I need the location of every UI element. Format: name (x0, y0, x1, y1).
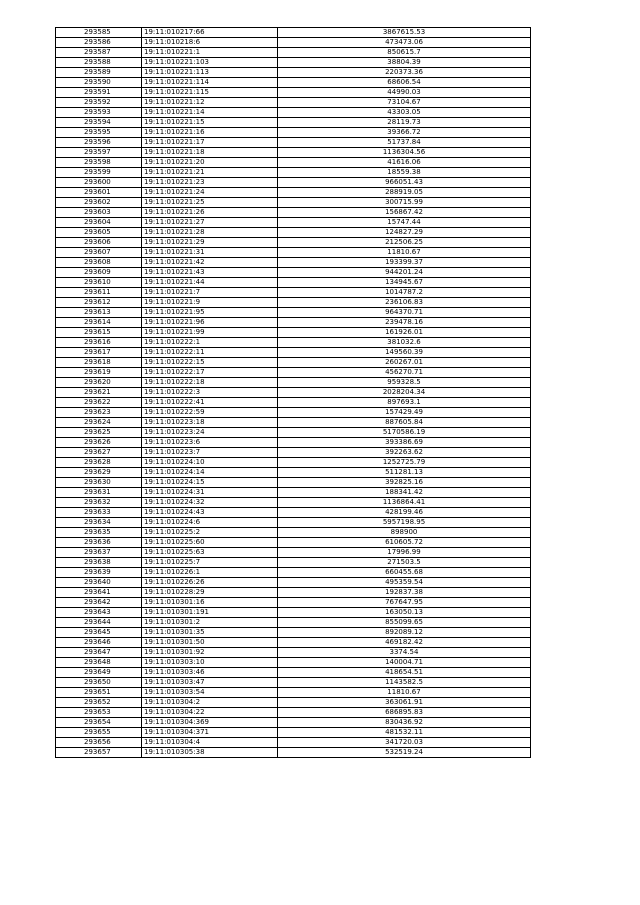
table-row (56, 318, 531, 328)
record-id-cell: 293634 (56, 518, 142, 528)
table-row (56, 598, 531, 608)
cadastral-number-cell: 19:11:010221:15 (142, 118, 278, 128)
amount-cell: 1143582.5 (278, 678, 531, 688)
record-id-cell: 293655 (56, 728, 142, 738)
table-row (56, 718, 531, 728)
amount-cell: 15747.44 (278, 218, 531, 228)
cadastral-number-cell: 19:11:010221:23 (142, 178, 278, 188)
table-row (56, 608, 531, 618)
cadastral-number-cell: 19:11:010221:17 (142, 138, 278, 148)
record-id-cell: 293586 (56, 38, 142, 48)
amount-cell: 18559.38 (278, 168, 531, 178)
table-row (56, 518, 531, 528)
record-id-cell: 293623 (56, 408, 142, 418)
amount-cell: 1136304.56 (278, 148, 531, 158)
cadastral-number-cell: 19:11:010222:1 (142, 338, 278, 348)
cadastral-number-cell: 19:11:010226:26 (142, 578, 278, 588)
amount-cell: 239478.16 (278, 318, 531, 328)
record-id-cell: 293648 (56, 658, 142, 668)
table-row (56, 288, 531, 298)
amount-cell: 660455.68 (278, 568, 531, 578)
amount-cell: 898900 (278, 528, 531, 538)
table-row (56, 458, 531, 468)
record-id-cell: 293647 (56, 648, 142, 658)
record-id-cell: 293611 (56, 288, 142, 298)
record-id-cell: 293599 (56, 168, 142, 178)
table-row (56, 68, 531, 78)
amount-cell: 481532.11 (278, 728, 531, 738)
cadastral-number-cell: 19:11:010221:18 (142, 148, 278, 158)
table-row (56, 688, 531, 698)
cadastral-number-cell: 19:11:010222:59 (142, 408, 278, 418)
record-id-cell: 293628 (56, 458, 142, 468)
table-row (56, 658, 531, 668)
cadastral-number-cell: 19:11:010221:99 (142, 328, 278, 338)
record-id-cell: 293594 (56, 118, 142, 128)
amount-cell: 271503.5 (278, 558, 531, 568)
record-id-cell: 293590 (56, 78, 142, 88)
record-id-cell: 293589 (56, 68, 142, 78)
record-id-cell: 293637 (56, 548, 142, 558)
table-row (56, 418, 531, 428)
amount-cell: 495359.54 (278, 578, 531, 588)
cadastral-number-cell: 19:11:010223:6 (142, 438, 278, 448)
amount-cell: 134945.67 (278, 278, 531, 288)
record-id-cell: 293630 (56, 478, 142, 488)
cadastral-number-cell: 19:11:010225:60 (142, 538, 278, 548)
cadastral-number-cell: 19:11:010226:1 (142, 568, 278, 578)
record-id-cell: 293652 (56, 698, 142, 708)
record-id-cell: 293639 (56, 568, 142, 578)
cadastral-number-cell: 19:11:010217:66 (142, 28, 278, 38)
amount-cell: 28119.73 (278, 118, 531, 128)
cadastral-number-cell: 19:11:010221:95 (142, 308, 278, 318)
table-row (56, 528, 531, 538)
records-table-body (56, 28, 531, 758)
amount-cell: 156867.42 (278, 208, 531, 218)
record-id-cell: 293617 (56, 348, 142, 358)
cadastral-number-cell: 19:11:010304:2 (142, 698, 278, 708)
record-id-cell: 293621 (56, 388, 142, 398)
amount-cell: 959328.5 (278, 378, 531, 388)
record-id-cell: 293645 (56, 628, 142, 638)
table-row (56, 698, 531, 708)
amount-cell: 767647.95 (278, 598, 531, 608)
record-id-cell: 293632 (56, 498, 142, 508)
record-id-cell: 293631 (56, 488, 142, 498)
record-id-cell: 293607 (56, 248, 142, 258)
table-row (56, 668, 531, 678)
amount-cell: 964370.71 (278, 308, 531, 318)
table-row (56, 278, 531, 288)
table-row (56, 448, 531, 458)
amount-cell: 260267.01 (278, 358, 531, 368)
table-row (56, 648, 531, 658)
record-id-cell: 293588 (56, 58, 142, 68)
amount-cell: 393386.69 (278, 438, 531, 448)
table-row (56, 38, 531, 48)
amount-cell: 73104.67 (278, 98, 531, 108)
amount-cell: 686895.83 (278, 708, 531, 718)
cadastral-number-cell: 19:11:010223:7 (142, 448, 278, 458)
cadastral-number-cell: 19:11:010224:31 (142, 488, 278, 498)
amount-cell: 5170586.19 (278, 428, 531, 438)
amount-cell: 161926.01 (278, 328, 531, 338)
record-id-cell: 293638 (56, 558, 142, 568)
amount-cell: 188341.42 (278, 488, 531, 498)
record-id-cell: 293610 (56, 278, 142, 288)
record-id-cell: 293591 (56, 88, 142, 98)
amount-cell: 887605.84 (278, 418, 531, 428)
table-row (56, 168, 531, 178)
record-id-cell: 293600 (56, 178, 142, 188)
amount-cell: 473473.06 (278, 38, 531, 48)
amount-cell: 149560.39 (278, 348, 531, 358)
record-id-cell: 293603 (56, 208, 142, 218)
table-row (56, 728, 531, 738)
amount-cell: 192837.38 (278, 588, 531, 598)
table-row (56, 638, 531, 648)
record-id-cell: 293622 (56, 398, 142, 408)
amount-cell: 456270.71 (278, 368, 531, 378)
amount-cell: 341720.03 (278, 738, 531, 748)
table-row (56, 738, 531, 748)
table-row (56, 228, 531, 238)
table-row (56, 158, 531, 168)
table-row (56, 408, 531, 418)
table-row (56, 618, 531, 628)
record-id-cell: 293587 (56, 48, 142, 58)
record-id-cell: 293616 (56, 338, 142, 348)
table-row (56, 508, 531, 518)
amount-cell: 124827.29 (278, 228, 531, 238)
amount-cell: 17996.99 (278, 548, 531, 558)
cadastral-number-cell: 19:11:010222:3 (142, 388, 278, 398)
cadastral-number-cell: 19:11:010301:92 (142, 648, 278, 658)
amount-cell: 469182.42 (278, 638, 531, 648)
record-id-cell: 293595 (56, 128, 142, 138)
record-id-cell: 293626 (56, 438, 142, 448)
amount-cell: 157429.49 (278, 408, 531, 418)
table-row (56, 628, 531, 638)
cadastral-number-cell: 19:11:010228:29 (142, 588, 278, 598)
records-table (55, 27, 531, 758)
table-row (56, 558, 531, 568)
amount-cell: 39366.72 (278, 128, 531, 138)
table-row (56, 438, 531, 448)
table-row (56, 258, 531, 268)
table-row (56, 358, 531, 368)
table-row (56, 28, 531, 38)
amount-cell: 212506.25 (278, 238, 531, 248)
amount-cell: 11810.67 (278, 688, 531, 698)
table-row (56, 198, 531, 208)
cadastral-number-cell: 19:11:010303:10 (142, 658, 278, 668)
cadastral-number-cell: 19:11:010221:44 (142, 278, 278, 288)
amount-cell: 193399.37 (278, 258, 531, 268)
cadastral-number-cell: 19:11:010222:41 (142, 398, 278, 408)
amount-cell: 38804.39 (278, 58, 531, 68)
cadastral-number-cell: 19:11:010304:371 (142, 728, 278, 738)
amount-cell: 41616.06 (278, 158, 531, 168)
table-row (56, 208, 531, 218)
record-id-cell: 293644 (56, 618, 142, 628)
table-row (56, 378, 531, 388)
record-id-cell: 293635 (56, 528, 142, 538)
amount-cell: 236106.83 (278, 298, 531, 308)
table-row (56, 48, 531, 58)
cadastral-number-cell: 19:11:010222:17 (142, 368, 278, 378)
table-row (56, 578, 531, 588)
cadastral-number-cell: 19:11:010301:191 (142, 608, 278, 618)
table-row (56, 488, 531, 498)
record-id-cell: 293643 (56, 608, 142, 618)
record-id-cell: 293585 (56, 28, 142, 38)
cadastral-number-cell: 19:11:010301:16 (142, 598, 278, 608)
table-row (56, 148, 531, 158)
amount-cell: 5957198.95 (278, 518, 531, 528)
table-row (56, 498, 531, 508)
cadastral-number-cell: 19:11:010304:22 (142, 708, 278, 718)
cadastral-number-cell: 19:11:010221:31 (142, 248, 278, 258)
cadastral-number-cell: 19:11:010224:10 (142, 458, 278, 468)
cadastral-number-cell: 19:11:010221:25 (142, 198, 278, 208)
cadastral-number-cell: 19:11:010223:24 (142, 428, 278, 438)
record-id-cell: 293605 (56, 228, 142, 238)
cadastral-number-cell: 19:11:010221:7 (142, 288, 278, 298)
record-id-cell: 293646 (56, 638, 142, 648)
table-row (56, 308, 531, 318)
record-id-cell: 293597 (56, 148, 142, 158)
table-row (56, 238, 531, 248)
amount-cell: 51737.84 (278, 138, 531, 148)
amount-cell: 392825.16 (278, 478, 531, 488)
record-id-cell: 293614 (56, 318, 142, 328)
amount-cell: 300715.99 (278, 198, 531, 208)
cadastral-number-cell: 19:11:010225:7 (142, 558, 278, 568)
record-id-cell: 293609 (56, 268, 142, 278)
cadastral-number-cell: 19:11:010224:32 (142, 498, 278, 508)
cadastral-number-cell: 19:11:010221:96 (142, 318, 278, 328)
cadastral-number-cell: 19:11:010221:16 (142, 128, 278, 138)
cadastral-number-cell: 19:11:010221:29 (142, 238, 278, 248)
amount-cell: 44990.03 (278, 88, 531, 98)
table-row (56, 128, 531, 138)
table-row (56, 538, 531, 548)
table-row (56, 58, 531, 68)
record-id-cell: 293620 (56, 378, 142, 388)
cadastral-number-cell: 19:11:010221:20 (142, 158, 278, 168)
table-row (56, 178, 531, 188)
amount-cell: 944201.24 (278, 268, 531, 278)
cadastral-number-cell: 19:11:010221:43 (142, 268, 278, 278)
record-id-cell: 293613 (56, 308, 142, 318)
table-row (56, 368, 531, 378)
amount-cell: 1136864.41 (278, 498, 531, 508)
amount-cell: 966051.43 (278, 178, 531, 188)
cadastral-number-cell: 19:11:010224:15 (142, 478, 278, 488)
cadastral-number-cell: 19:11:010224:43 (142, 508, 278, 518)
table-row (56, 548, 531, 558)
cadastral-number-cell: 19:11:010303:47 (142, 678, 278, 688)
table-row (56, 138, 531, 148)
cadastral-number-cell: 19:11:010218:6 (142, 38, 278, 48)
amount-cell: 855099.65 (278, 618, 531, 628)
record-id-cell: 293657 (56, 748, 142, 758)
record-id-cell: 293593 (56, 108, 142, 118)
record-id-cell: 293649 (56, 668, 142, 678)
table-row (56, 88, 531, 98)
amount-cell: 850615.7 (278, 48, 531, 58)
record-id-cell: 293598 (56, 158, 142, 168)
amount-cell: 3374.54 (278, 648, 531, 658)
cadastral-number-cell: 19:11:010221:14 (142, 108, 278, 118)
cadastral-number-cell: 19:11:010225:63 (142, 548, 278, 558)
table-row (56, 748, 531, 758)
record-id-cell: 293602 (56, 198, 142, 208)
cadastral-number-cell: 19:11:010221:24 (142, 188, 278, 198)
amount-cell: 1014787.2 (278, 288, 531, 298)
record-id-cell: 293627 (56, 448, 142, 458)
record-id-cell: 293651 (56, 688, 142, 698)
cadastral-number-cell: 19:11:010222:15 (142, 358, 278, 368)
table-row (56, 468, 531, 478)
cadastral-number-cell: 19:11:010222:11 (142, 348, 278, 358)
record-id-cell: 293624 (56, 418, 142, 428)
record-id-cell: 293653 (56, 708, 142, 718)
cadastral-number-cell: 19:11:010222:18 (142, 378, 278, 388)
amount-cell: 288919.05 (278, 188, 531, 198)
amount-cell: 830436.92 (278, 718, 531, 728)
record-id-cell: 293592 (56, 98, 142, 108)
cadastral-number-cell: 19:11:010221:21 (142, 168, 278, 178)
amount-cell: 897693.1 (278, 398, 531, 408)
cadastral-number-cell: 19:11:010221:114 (142, 78, 278, 88)
record-id-cell: 293619 (56, 368, 142, 378)
record-id-cell: 293656 (56, 738, 142, 748)
cadastral-number-cell: 19:11:010303:46 (142, 668, 278, 678)
table-row (56, 398, 531, 408)
cadastral-number-cell: 19:11:010221:27 (142, 218, 278, 228)
cadastral-number-cell: 19:11:010304:4 (142, 738, 278, 748)
record-id-cell: 293625 (56, 428, 142, 438)
amount-cell: 428199.46 (278, 508, 531, 518)
record-id-cell: 293636 (56, 538, 142, 548)
table-row (56, 118, 531, 128)
amount-cell: 511281.13 (278, 468, 531, 478)
table-row (56, 568, 531, 578)
record-id-cell: 293640 (56, 578, 142, 588)
cadastral-number-cell: 19:11:010221:26 (142, 208, 278, 218)
record-id-cell: 293601 (56, 188, 142, 198)
record-id-cell: 293615 (56, 328, 142, 338)
table-row (56, 328, 531, 338)
amount-cell: 532519.24 (278, 748, 531, 758)
table-row (56, 588, 531, 598)
record-id-cell: 293641 (56, 588, 142, 598)
table-row (56, 348, 531, 358)
table-row (56, 78, 531, 88)
amount-cell: 2028204.34 (278, 388, 531, 398)
table-row (56, 248, 531, 258)
table-row (56, 678, 531, 688)
amount-cell: 11810.67 (278, 248, 531, 258)
amount-cell: 3867615.53 (278, 28, 531, 38)
table-row (56, 708, 531, 718)
cadastral-number-cell: 19:11:010223:18 (142, 418, 278, 428)
amount-cell: 43303.05 (278, 108, 531, 118)
cadastral-number-cell: 19:11:010225:2 (142, 528, 278, 538)
record-id-cell: 293618 (56, 358, 142, 368)
cadastral-number-cell: 19:11:010305:38 (142, 748, 278, 758)
cadastral-number-cell: 19:11:010221:9 (142, 298, 278, 308)
table-row (56, 218, 531, 228)
amount-cell: 68606.54 (278, 78, 531, 88)
table-row (56, 188, 531, 198)
amount-cell: 1252725.79 (278, 458, 531, 468)
record-id-cell: 293642 (56, 598, 142, 608)
record-id-cell: 293629 (56, 468, 142, 478)
amount-cell: 363061.91 (278, 698, 531, 708)
amount-cell: 418654.51 (278, 668, 531, 678)
amount-cell: 220373.36 (278, 68, 531, 78)
record-id-cell: 293654 (56, 718, 142, 728)
cadastral-number-cell: 19:11:010224:6 (142, 518, 278, 528)
table-row (56, 298, 531, 308)
record-id-cell: 293606 (56, 238, 142, 248)
cadastral-number-cell: 19:11:010221:28 (142, 228, 278, 238)
cadastral-number-cell: 19:11:010224:14 (142, 468, 278, 478)
table-row (56, 268, 531, 278)
record-id-cell: 293612 (56, 298, 142, 308)
cadastral-number-cell: 19:11:010301:2 (142, 618, 278, 628)
record-id-cell: 293608 (56, 258, 142, 268)
amount-cell: 163050.13 (278, 608, 531, 618)
amount-cell: 610605.72 (278, 538, 531, 548)
table-row (56, 478, 531, 488)
amount-cell: 140004.71 (278, 658, 531, 668)
cadastral-number-cell: 19:11:010301:50 (142, 638, 278, 648)
amount-cell: 381032.6 (278, 338, 531, 348)
cadastral-number-cell: 19:11:010221:103 (142, 58, 278, 68)
table-row (56, 108, 531, 118)
cadastral-number-cell: 19:11:010301:35 (142, 628, 278, 638)
amount-cell: 392263.62 (278, 448, 531, 458)
table-row (56, 388, 531, 398)
cadastral-number-cell: 19:11:010221:12 (142, 98, 278, 108)
cadastral-number-cell: 19:11:010221:113 (142, 68, 278, 78)
cadastral-number-cell: 19:11:010303:54 (142, 688, 278, 698)
cadastral-number-cell: 19:11:010304:369 (142, 718, 278, 728)
cadastral-number-cell: 19:11:010221:1 (142, 48, 278, 58)
record-id-cell: 293650 (56, 678, 142, 688)
amount-cell: 892089.12 (278, 628, 531, 638)
table-row (56, 428, 531, 438)
cadastral-number-cell: 19:11:010221:42 (142, 258, 278, 268)
record-id-cell: 293596 (56, 138, 142, 148)
record-id-cell: 293633 (56, 508, 142, 518)
cadastral-number-cell: 19:11:010221:115 (142, 88, 278, 98)
table-row (56, 338, 531, 348)
record-id-cell: 293604 (56, 218, 142, 228)
table-row (56, 98, 531, 108)
